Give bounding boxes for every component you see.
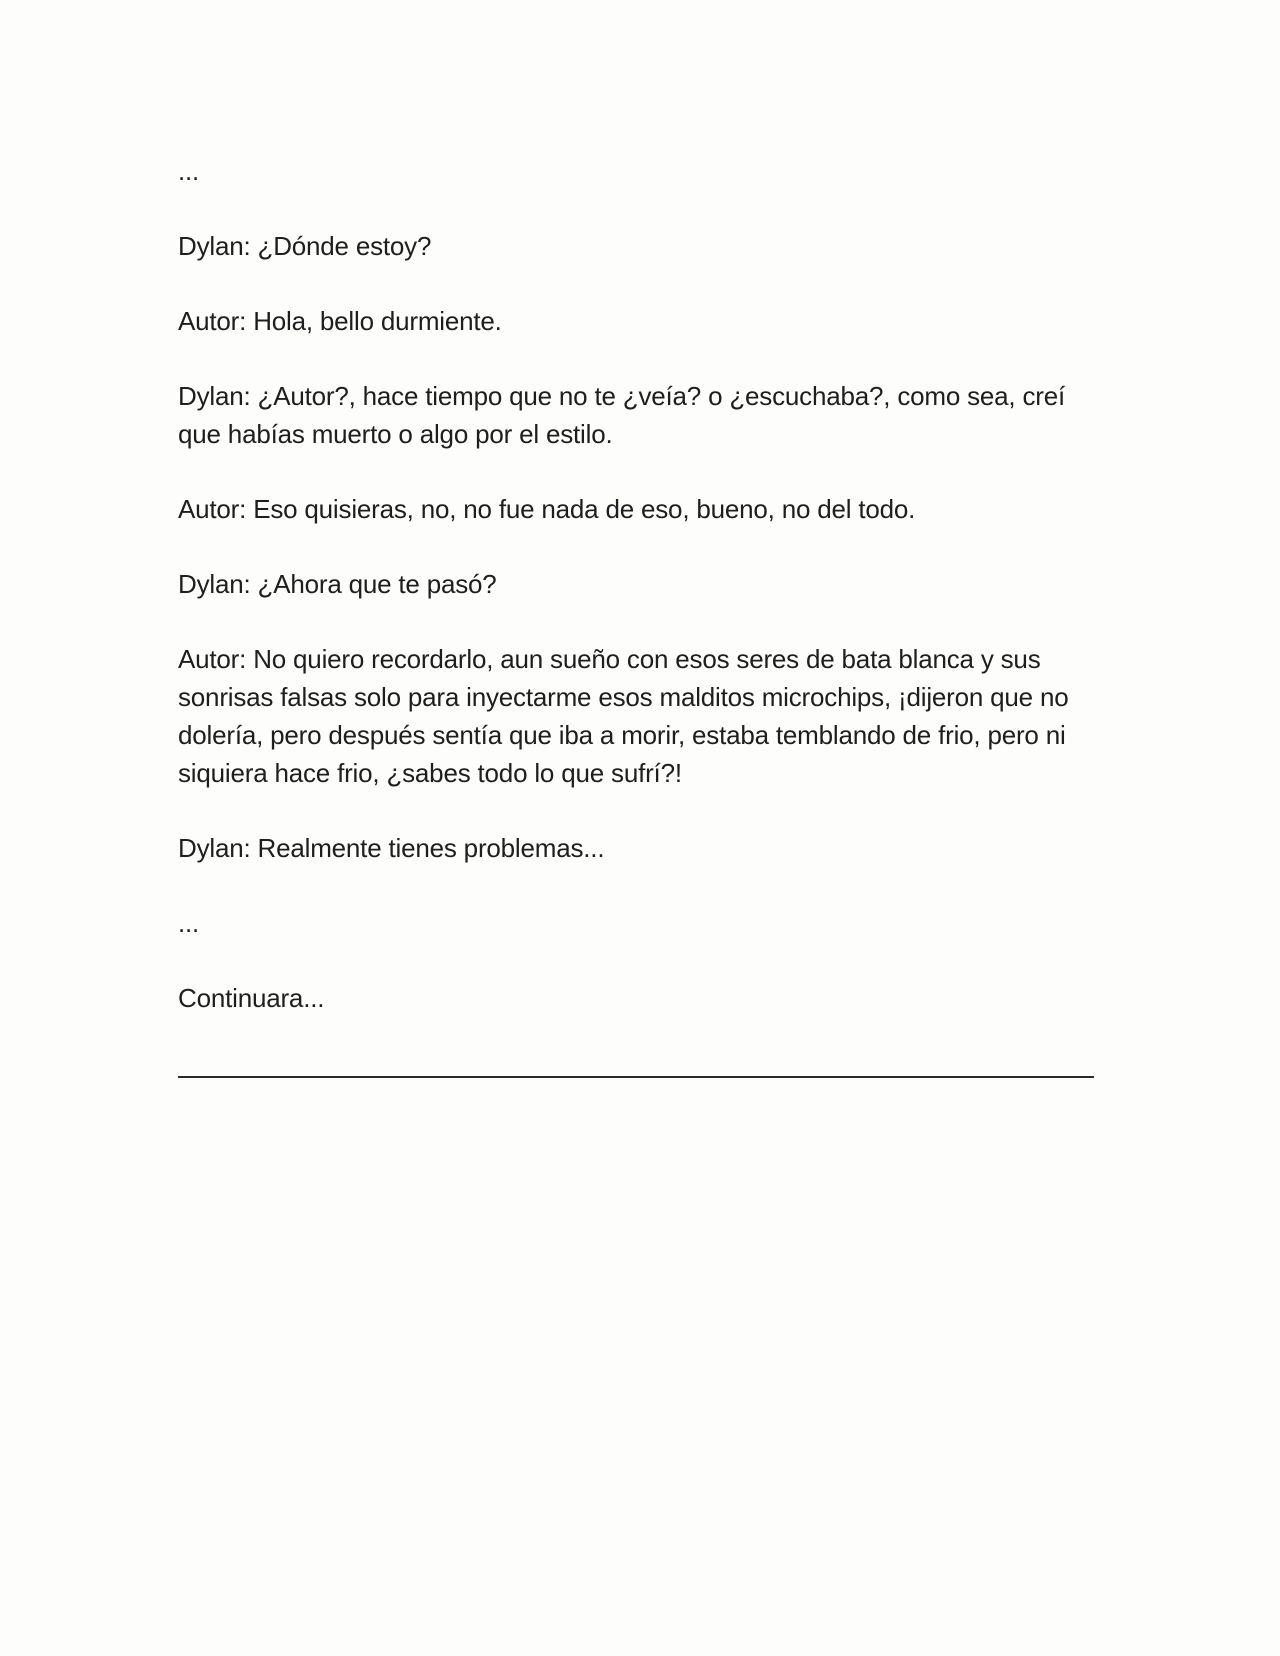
paragraph-autor-hola: Autor: Hola, bello durmiente. [178,306,502,336]
paragraph-dylan-ahora: Dylan: ¿Ahora que te pasó? [178,569,497,599]
paragraph-autor-eso-quisieras: Autor: Eso quisieras, no, no fue nada de eso, bueno, no del todo. [178,494,916,524]
paragraph-continuara: Continuara... [178,983,325,1013]
paragraph-dylan-autor: Dylan: ¿Autor?, hace tiempo que no te ¿veía? o ¿escuchaba?, como sea, creí que habías muerto o algo por el estilo. [178,381,1066,449]
paragraph-dylan-donde-estoy: Dylan: ¿Dónde estoy? [178,231,432,261]
paragraph-ellipsis-start: ... [178,156,200,186]
paragraph-dylan-problemas: Dylan: Realmente tienes problemas... [178,833,605,863]
paragraph-ellipsis-end: ... [178,908,200,938]
horizontal-rule [178,1076,1094,1078]
document-body [178,152,1108,1054]
paragraph-autor-no-quiero: Autor: No quiero recordarlo, aun sueño con esos seres de bata blanca y sus sonrisas falsas solo para inyectarme esos malditos microchips, ¡dijeron que no dolería, pero después sentía que iba a morir, estaba temblando de frio, pero ni siquiera hace frio, ¿sabes todo lo que sufrí?! [178,644,1069,788]
